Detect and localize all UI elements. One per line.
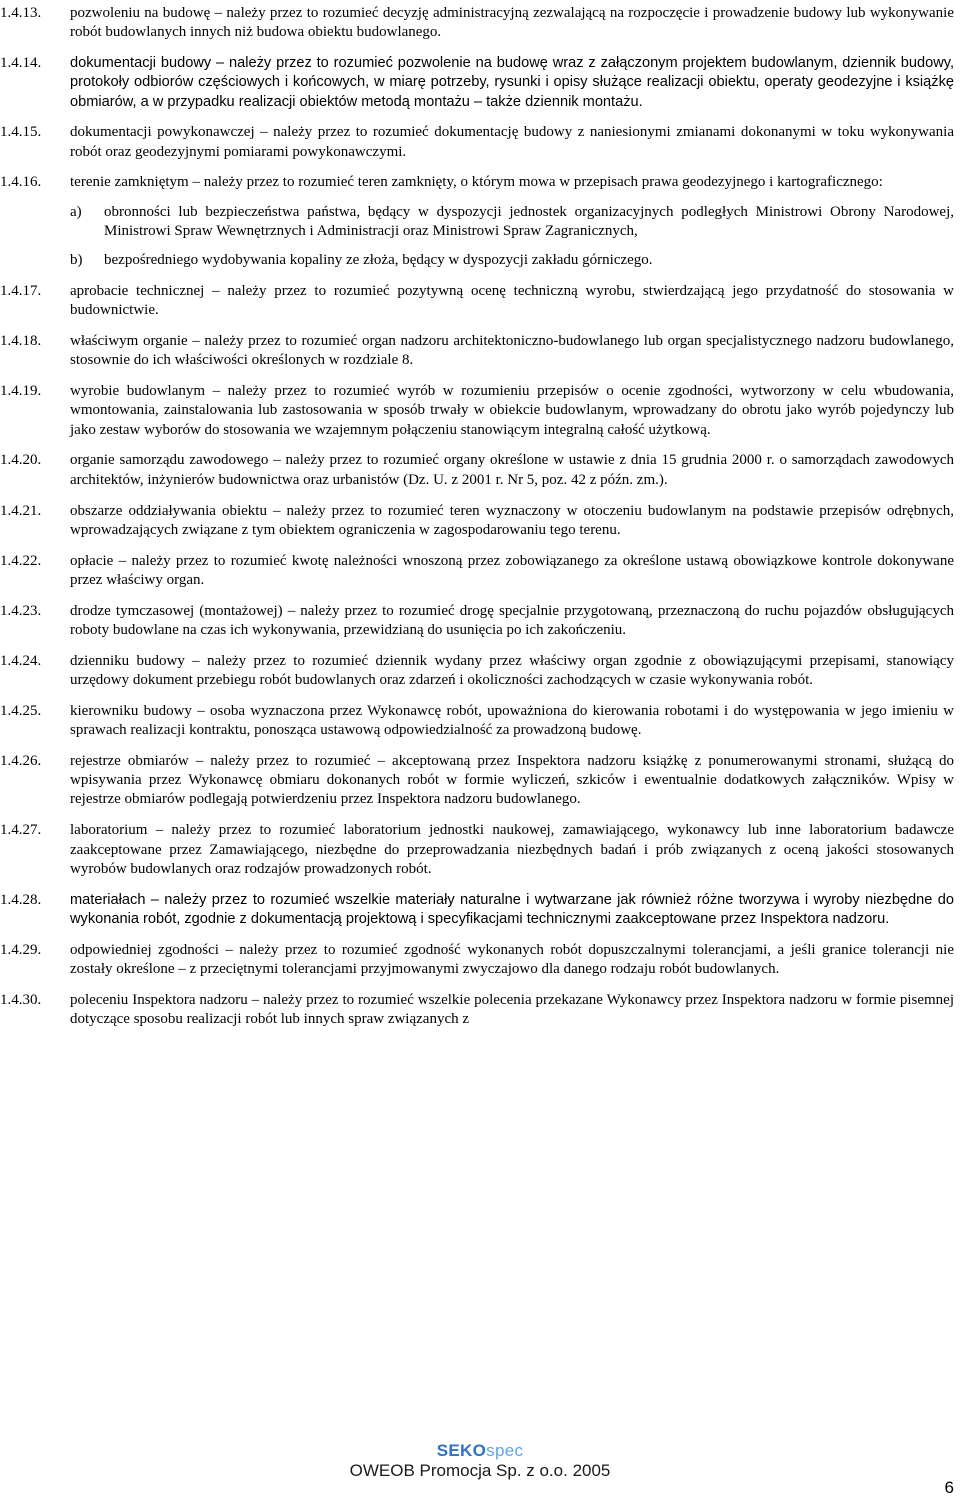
definition-body bbox=[70, 173, 954, 270]
definition-item bbox=[0, 602, 954, 640]
definition-number: 1.4.17. bbox=[0, 282, 42, 299]
definition-number: 1.4.28. bbox=[0, 891, 42, 908]
definition-body bbox=[70, 552, 954, 590]
definition-body bbox=[70, 991, 954, 1029]
definition-body bbox=[70, 282, 954, 320]
definition-text: odpowiedniej zgodności – należy przez to rozumieć zgodność wykonanych robót dopuszczalnymi tolerancjami, a jeśli granice tolerancji nie zostały określone – z przeciętnymi tolerancjami przyjmowanymi zwyczajowo dla danego rodzaju robót budowlanych. bbox=[70, 941, 954, 977]
definition-item bbox=[0, 451, 954, 489]
definition-text: drodze tymczasowej (montażowej) – należy przez to rozumieć drogę specjalnie przygotowaną, przeznaczoną do ruchu pojazdów obsługujących roboty budowlane na czas ich wykonywania, przewidzianą do usunięcia po ich zakończeniu. bbox=[70, 602, 954, 638]
definition-item bbox=[0, 502, 954, 540]
definition-number: 1.4.27. bbox=[0, 822, 42, 839]
definition-text: poleceniu Inspektora nadzoru – należy przez to rozumieć wszelkie polecenia przekazane Wykonawcy przez Inspektora nadzoru w formie pisemnej dotyczące sposobu realizacji robót lub innych spraw związanych z bbox=[70, 991, 954, 1028]
definition-number: 1.4.13. bbox=[0, 5, 42, 21]
definition-item bbox=[0, 991, 954, 1029]
definition-subitem bbox=[70, 203, 954, 241]
definition-body bbox=[70, 4, 954, 42]
definition-body bbox=[70, 652, 954, 690]
definition-body bbox=[70, 123, 954, 161]
subitem-text: obronności lub bezpieczeństwa państwa, będący w dyspozycji jednostek organizacyjnych podległych Ministrowi Obrony Narodowej, Ministrowi Spraw Wewnętrznych i Administracji oraz Ministrowi Spraw Zagranicznych, bbox=[104, 203, 954, 239]
definition-number: 1.4.25. bbox=[0, 702, 42, 719]
definition-item bbox=[0, 332, 954, 370]
definition-number: 1.4.18. bbox=[0, 333, 42, 350]
definition-body bbox=[70, 332, 954, 370]
definition-item bbox=[0, 123, 954, 161]
page-footer bbox=[0, 1442, 960, 1481]
definition-item bbox=[0, 821, 954, 879]
definition-number: 1.4.20. bbox=[0, 452, 42, 469]
definition-text: dokumentacji powykonawczej – należy przez to rozumieć dokumentację budowy z naniesionymi zmianami dokonanymi w toku wykonywania robót oraz geodezyjnymi pomiarami powykonawczymi. bbox=[70, 124, 954, 160]
definition-body bbox=[70, 941, 954, 979]
definition-text: terenie zamkniętym – należy przez to rozumieć teren zamknięty, o którym mowa w przepisach prawa geodezyjnego i kartograficznego: bbox=[70, 174, 883, 191]
definition-text: aprobacie technicznej – należy przez to rozumieć pozytywną ocenę techniczną wyrobu, stwierdzającą jego przydatność do stosowania w budownictwie. bbox=[70, 282, 954, 319]
definition-number: 1.4.26. bbox=[0, 753, 42, 770]
subitem-text: bezpośredniego wydobywania kopaliny ze złoża, będący w dyspozycji zakładu górniczego. bbox=[104, 252, 653, 269]
definition-body bbox=[70, 752, 954, 810]
definition-text: kierowniku budowy – osoba wyznaczona przez Wykonawcę robót, upoważniona do kierowania robotami i do występowania w jego imieniu w sprawach realizacji kontraktu, ponosząca ustawową odpowiedzialność za prowadzoną budowę. bbox=[70, 702, 954, 739]
definition-body bbox=[70, 54, 954, 112]
subitem-letter: a) bbox=[70, 203, 82, 220]
definition-body bbox=[70, 382, 954, 440]
definition-body bbox=[70, 502, 954, 540]
definition-number: 1.4.19. bbox=[0, 383, 42, 400]
definition-number: 1.4.22. bbox=[0, 552, 42, 569]
definition-text: wyrobie budowlanym – należy przez to rozumieć wyrób w rozumieniu przepisów o ocenie zgodności, wytworzony w celu wbudowania, wmontowania, zainstalowania lub zastosowania w sposób trwały w obiekcie budowlanym, wprowadzany do obrotu jako wyrób pojedynczy lub jako zestaw wyborów do stosowania we wzajemnym połączeniu stanowiącym integralną całość użytkową. bbox=[70, 383, 954, 438]
definition-item bbox=[0, 54, 954, 112]
logo-part-spec: spec bbox=[486, 1441, 524, 1460]
definition-item bbox=[0, 552, 954, 590]
definition-body bbox=[70, 451, 954, 489]
definition-text: pozwoleniu na budowę – należy przez to rozumieć decyzję administracyjną zezwalającą na rozpoczęcie i prowadzenie budowy lub wykonywanie robót budowlanych innych niż budowa obiektu budowlanego. bbox=[70, 5, 954, 41]
definition-number: 1.4.23. bbox=[0, 602, 42, 619]
definition-item bbox=[0, 173, 954, 270]
definition-number: 1.4.21. bbox=[0, 502, 42, 519]
definitions-list bbox=[0, 4, 954, 1041]
subitem-letter: b) bbox=[70, 252, 83, 269]
definition-text: dokumentacji budowy – należy przez to rozumieć pozwolenie na budowę wraz z załączonym projektem budowlanym, dziennik budowy, protokoły odbiorów częściowych i końcowych, w miarę potrzeby, rysunki i opisy służące realizacji obiektu, operaty geodezyjne i książkę obmiarów, a w przypadku realizacji obiektów metodą montażu – także dziennik montażu. bbox=[70, 55, 954, 110]
page-number: 6 bbox=[944, 1478, 954, 1497]
logo-part-seko: SEKO bbox=[436, 1441, 487, 1460]
definition-body bbox=[70, 891, 954, 929]
company-name: OWEOB Promocja Sp. z o.o. 2005 bbox=[349, 1461, 611, 1480]
definition-number: 1.4.30. bbox=[0, 991, 42, 1008]
definition-text: laboratorium – należy przez to rozumieć laboratorium jednostki naukowej, zamawiającego, wykonawcy lub inne laboratorium badawcze zaakceptowane przez Zamawiającego, niezbędne do przeprowadzania niezbędnych badań i prób związanych z oceną jakości stosowanych wyrobów budowlanych oraz rodzajów prowadzonych robót. bbox=[70, 822, 954, 877]
definition-text: obszarze oddziaływania obiektu – należy przez to rozumieć teren wyznaczony w otoczeniu budowlanym na podstawie przepisów odrębnych, wprowadzających związane z tym obiektem ograniczenia w zagospodarowaniu tego terenu. bbox=[70, 502, 954, 538]
definition-text: materiałach – należy przez to rozumieć wszelkie materiały naturalne i wytwarzane jak również różne tworzywa i wyroby niezbędne do wykonania robót, zgodnie z dokumentacją projektową i specyfikacjami technicznymi zaakceptowane przez Inspektora nadzoru. bbox=[70, 891, 954, 927]
definition-text: właściwym organie – należy przez to rozumieć organ nadzoru architektoniczno-budowlanego lub organ specjalistycznego nadzoru budowlanego, stosownie do ich właściwości określonych w rozdziale 8. bbox=[70, 333, 954, 369]
definition-item bbox=[0, 941, 954, 979]
definition-item bbox=[0, 382, 954, 440]
definition-subitem bbox=[70, 251, 954, 270]
definition-text: rejestrze obmiarów – należy przez to rozumieć – akceptowaną przez Inspektora nadzoru książkę z ponumerowanymi stronami, służącą do wpisywania przez Wykonawcę obmiaru dokonanych robót w formie wyliczeń, szkiców i ewentualnie dodatkowych załączników. Wpisy w rejestrze obmiarów podlegają potwierdzeniu przez Inspektora nadzoru budowlanego. bbox=[70, 753, 954, 808]
definition-number: 1.4.24. bbox=[0, 652, 42, 669]
definition-item bbox=[0, 702, 954, 740]
definition-number: 1.4.14. bbox=[0, 55, 42, 72]
definition-body bbox=[70, 702, 954, 740]
definition-item bbox=[0, 752, 954, 810]
definition-text: dzienniku budowy – należy przez to rozumieć dziennik wydany przez właściwy organ zgodnie z obowiązującymi przepisami, stanowiący urzędowy dokument przebiegu robót budowlanych oraz zdarzeń i okoliczności zachodzących w czasie wykonywania robót. bbox=[70, 652, 954, 689]
definition-body bbox=[70, 821, 954, 879]
definition-number: 1.4.15. bbox=[0, 124, 42, 141]
definition-text: organie samorządu zawodowego – należy przez to rozumieć organy określone w ustawie z dnia 15 grudnia 2000 r. o samorządach zawodowych architektów, inżynierów budownictwa oraz urbanistów (Dz. U. z 2001 r. Nr 5, poz. 42 z późn. zm.). bbox=[70, 452, 954, 488]
definition-number: 1.4.29. bbox=[0, 941, 42, 958]
definition-body bbox=[70, 602, 954, 640]
definition-item bbox=[0, 891, 954, 929]
definition-item bbox=[0, 282, 954, 320]
sekospec-logo bbox=[0, 1442, 960, 1460]
definition-number: 1.4.16. bbox=[0, 174, 42, 191]
definition-text: opłacie – należy przez to rozumieć kwotę należności wnoszoną przez zobowiązanego za określone ustawą obowiązkowe kontrole dokonywane przez właściwy organ. bbox=[70, 552, 954, 588]
definition-item bbox=[0, 4, 954, 42]
definition-item bbox=[0, 652, 954, 690]
